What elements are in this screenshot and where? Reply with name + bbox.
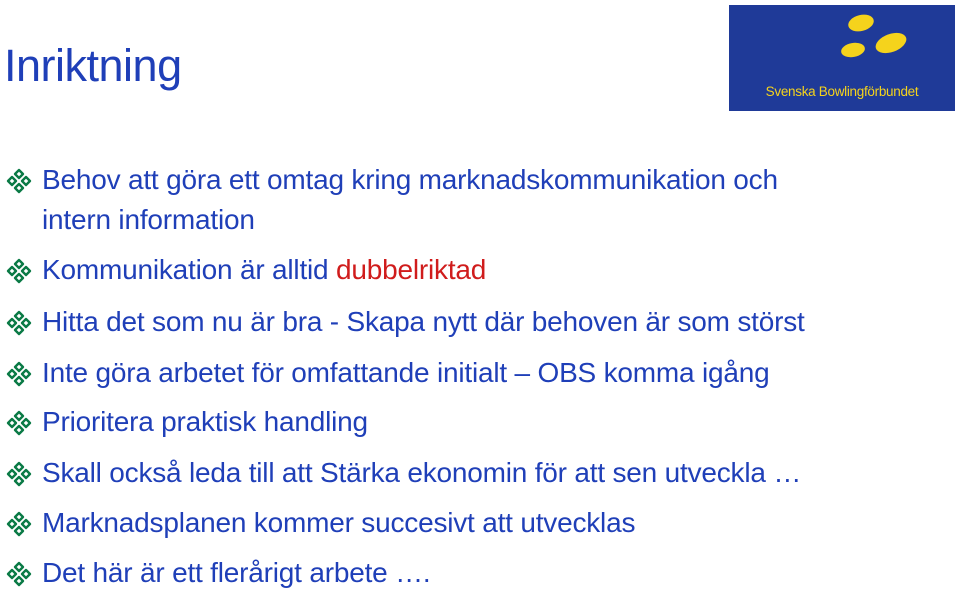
diamond-four-bullet-icon [6,461,32,487]
diamond-four-bullet-icon [6,361,32,387]
diamond-four-bullet-icon [6,561,32,587]
bullet-text: Marknadsplanen kommer succesivt att utvecklas [42,507,636,538]
bullet-text-accent: dubbelriktad [336,254,487,285]
diamond-four-bullet-icon [6,168,32,194]
bullet-text: Prioritera praktisk handling [42,406,368,437]
slide-title: Inriktning [4,40,182,91]
logo-text: Svenska Bowlingförbundet [765,84,919,99]
bowling-federation-logo [729,5,955,111]
diamond-four-bullet-icon [6,410,32,436]
diamond-four-bullet-icon [6,511,32,537]
bullet-text-line2: intern information [42,204,255,235]
bowling-balls-mark-icon [729,5,955,85]
bullet-text: Det här är ett flerårigt arbete …. [42,557,431,588]
diamond-four-bullet-icon [6,310,32,336]
bullet-text: Hitta det som nu är bra - Skapa nytt där behoven är som störst [42,306,805,337]
bullet-text-line1: Behov att göra ett omtag kring marknadskommunikation och [42,164,778,195]
diamond-four-bullet-icon [6,258,32,284]
bullet-text-main: Kommunikation är alltid [42,254,336,285]
bullet-text: Inte göra arbetet för omfattande initialt – OBS komma igång [42,357,770,388]
bullet-text [42,250,932,290]
bullet-text: Skall också leda till att Stärka ekonomin för att sen utveckla … [42,457,802,488]
